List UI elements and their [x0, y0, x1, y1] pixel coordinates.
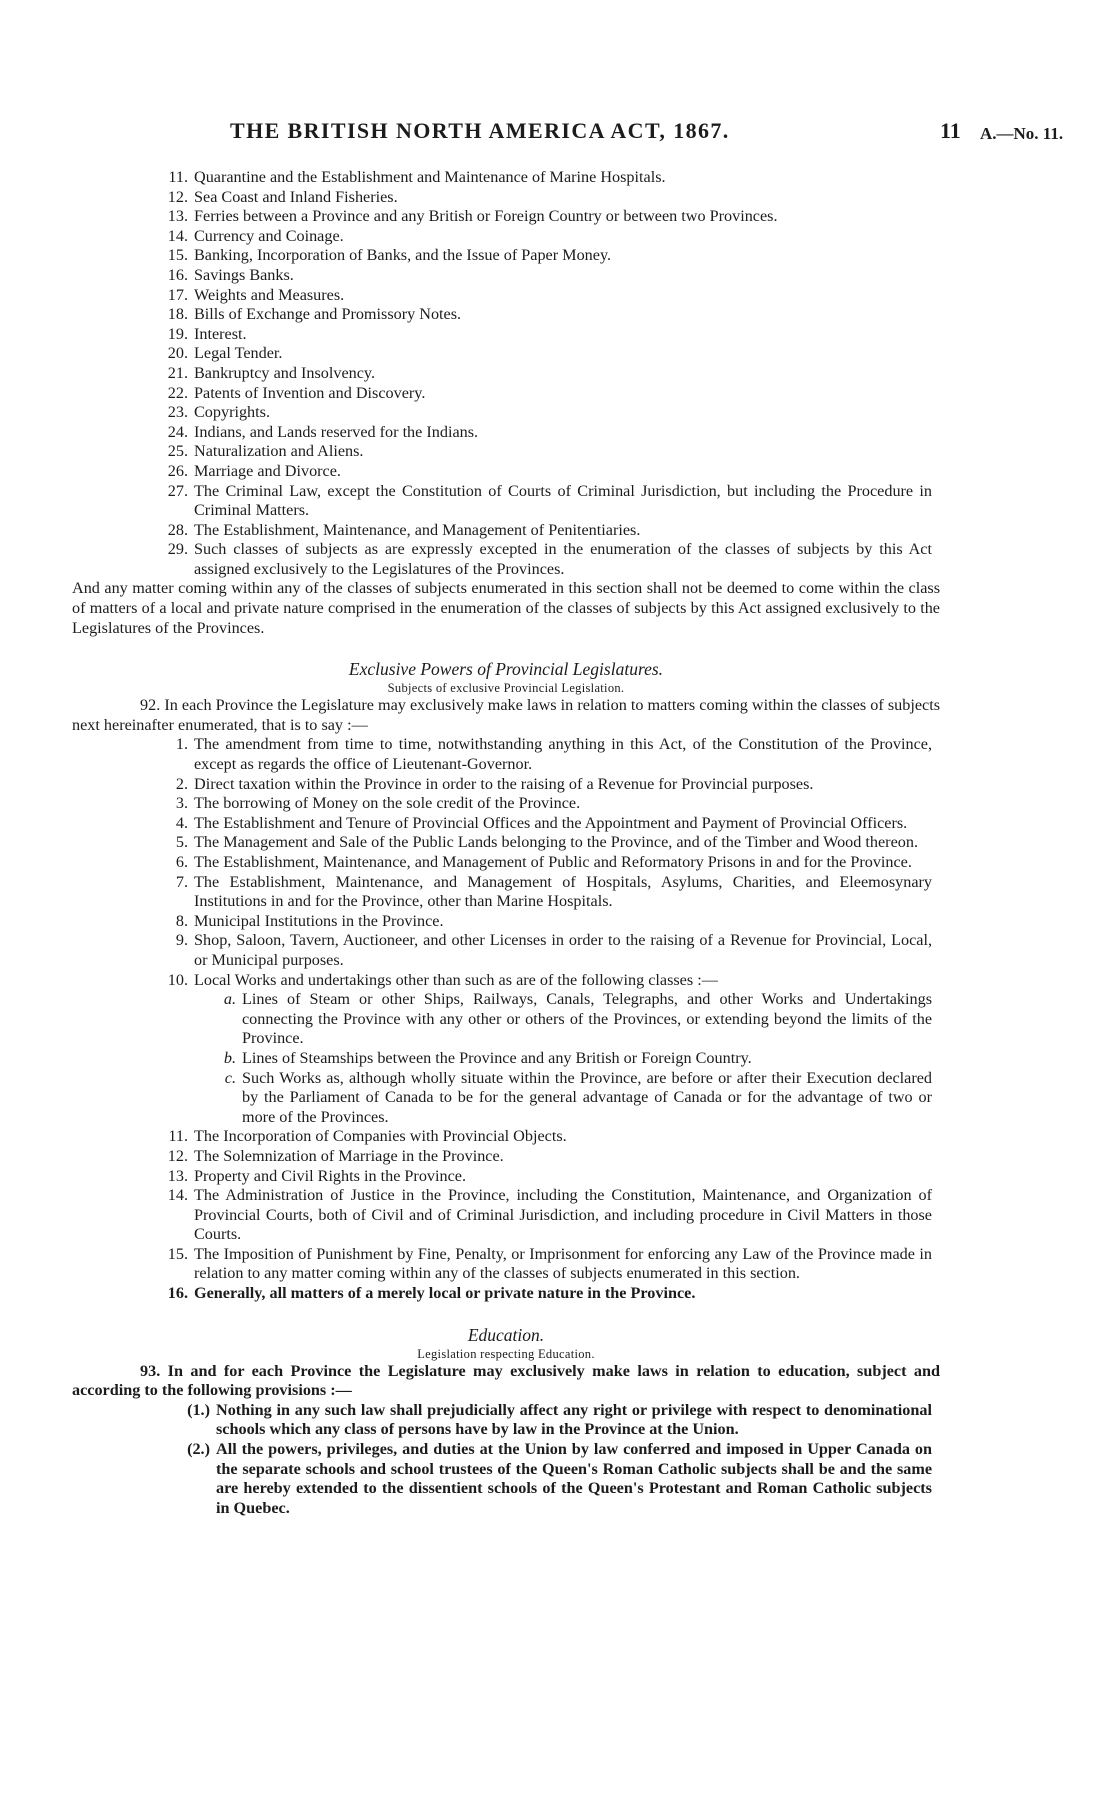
list-item: 12. The Solemnization of Marriage in the Province. [167, 1146, 504, 1165]
list-item: 8. Municipal Institutions in the Province. [175, 911, 444, 930]
education-provisions [72, 1401, 940, 1519]
federal-powers-list [72, 168, 940, 579]
document-number: A.—No. 11. [980, 124, 1064, 143]
education-heading: Education. [467, 1324, 545, 1345]
list-item: 21. Bankruptcy and Insolvency. [167, 363, 376, 382]
page-content [72, 168, 940, 1518]
list-item: 13. Property and Civil Rights in the Province. [167, 1166, 467, 1185]
list-item: 20. Legal Tender. [167, 344, 283, 363]
list-item: 15. Banking, Incorporation of Banks, and the Issue of Paper Money. [167, 246, 612, 265]
list-item: 11. Quarantine and the Establishment and Maintenance of Marine Hospitals. [168, 168, 666, 186]
education-side-note: Legislation respecting Education. [417, 1346, 595, 1361]
running-title: THE BRITISH NORTH AMERICA ACT, 1867. [230, 118, 730, 143]
list-item: 3. The borrowing of Money on the sole credit of the Province. [175, 794, 581, 813]
list-item: 14. The Administration of Justice in the Province, including the Constitution, Maintenance, and Organization of Provincial Courts, both of Civil and of Criminal Jurisdiction, and including procedure in Civil Matters in those Courts. [167, 1186, 932, 1244]
list-subitem: c. Such Works as, although wholly situate within the Province, are before or after their Execution declared by the Parliament of Canada to be for the general advantage of Canada or for the advantage of two or more of the Provinces. [224, 1068, 932, 1126]
list-item: 6. The Establishment, Maintenance, and Management of Public and Reformatory Prisons in and for the Province. [175, 853, 912, 871]
section-number: 92. [140, 696, 161, 715]
list-item: 23. Copyrights. [167, 403, 270, 422]
section-number: 93. [140, 1361, 161, 1380]
list-item: 1. The amendment from time to time, notwithstanding anything in this Act, of the Constitution of the Province, except as regards the office of Lieutenant-Governor. [175, 735, 932, 774]
list-item: 29. Such classes of subjects as are expressly excepted in the enumeration of the classes of subjects by this Act assigned exclusively to the Legislatures of the Provinces. [167, 540, 932, 578]
list-item: 28. The Establishment, Maintenance, and Management of Penitentiaries. [167, 520, 641, 539]
list-item: 27. The Criminal Law, except the Constitution of Courts of Criminal Jurisdiction, but including the Procedure in Criminal Matters. [167, 481, 932, 520]
list-item: 7. The Establishment, Maintenance, and Management of Hospitals, Asylums, Charities, and Eleemosynary Institutions in and for the Province, other than Marine Hospitals. [175, 872, 932, 911]
list-item: 24. Indians, and Lands reserved for the Indians. [167, 422, 479, 441]
list-item: 11. The Incorporation of Companies with Provincial Objects. [168, 1127, 567, 1146]
list-item: 10. Local Works and undertakings other than such as are of the following classes :— [167, 970, 718, 989]
list-item: 16. Generally, all matters of a merely local or private nature in the Province. [167, 1284, 696, 1303]
section-93-intro: 93. In and for each Province the Legislature may exclusively make laws in relation to education, subject and according to the following provisions :— [72, 1361, 941, 1400]
list-item: 5. The Management and Sale of the Public Lands belonging to the Province, and of the Timber and Wood thereon. [175, 833, 918, 852]
list-item: 25. Naturalization and Aliens. [167, 442, 364, 461]
provincial-heading: Exclusive Powers of Provincial Legislatures. [348, 659, 664, 680]
provincial-powers-list [72, 735, 940, 1303]
list-item: 4. The Establishment and Tenure of Provincial Offices and the Appointment and Payment of Provincial Officers. [175, 813, 908, 832]
list-item: 12. Sea Coast and Inland Fisheries. [167, 187, 398, 206]
list-item: 22. Patents of Invention and Discovery. [167, 383, 426, 402]
list-item: 14. Currency and Coinage. [167, 226, 344, 245]
list-item: 17. Weights and Measures. [167, 285, 345, 304]
list-item: (1.) Nothing in any such law shall prejudicially affect any right or privilege with respect to denominational schools which any class of persons have by law in the Province at the Union. [187, 1400, 932, 1439]
list-subitem: b. Lines of Steamships between the Province and any British or Foreign Country. [223, 1048, 752, 1067]
page-header [0, 118, 1114, 151]
page-number: 11 [940, 118, 961, 143]
list-item: 19. Interest. [167, 324, 247, 343]
list-item: 13. Ferries between a Province and any British or Foreign Country or between two Provinces. [167, 207, 778, 226]
list-item: 2. Direct taxation within the Province in order to the raising of a Revenue for Provincial purposes. [175, 774, 814, 793]
list-subitem: a. Lines of Steam or other Ships, Railways, Canals, Telegraphs, and other Works and Undertakings connecting the Province with any other or others of the Provinces, or extending beyond the limits of the Province. [223, 990, 932, 1048]
list-item: 9. Shop, Saloon, Tavern, Auctioneer, and other Licenses in order to the raising of a Revenue for Provincial, Local, or Municipal purposes. [175, 931, 932, 969]
list-item: 15. The Imposition of Punishment by Fine, Penalty, or Imprisonment for enforcing any Law of the Province made in relation to any matter coming within any of the classes of subjects enumerated in this section. [167, 1244, 932, 1283]
list-item: 16. Savings Banks. [167, 265, 294, 284]
list-item: 18. Bills of Exchange and Promissory Notes. [167, 305, 462, 324]
list-item: (2.) All the powers, privileges, and duties at the Union by law conferred and imposed in Upper Canada on the separate schools and school trustees of the Queen's Roman Catholic subjects shall be and the same are hereby extended to the dissentient schools of the Queen's Protestant and Roman Catholic subjects in Quebec. [187, 1440, 932, 1517]
provincial-side-note: Subjects of exclusive Provincial Legislation. [387, 681, 625, 696]
closing-paragraph: And any matter coming within any of the classes of subjects enumerated in this section shall not be deemed to come within the class of matters of a local and private nature comprised in the enumeration of the classes of subjects by this Act assigned exclusively to the Legislatures of the Provinces. [72, 579, 940, 637]
section-92-intro: 92. In each Province the Legislature may exclusively make laws in relation to matters coming within the classes of subjects next hereinafter enumerated, that is to say :— [72, 696, 941, 734]
list-item: 26. Marriage and Divorce. [167, 461, 341, 480]
